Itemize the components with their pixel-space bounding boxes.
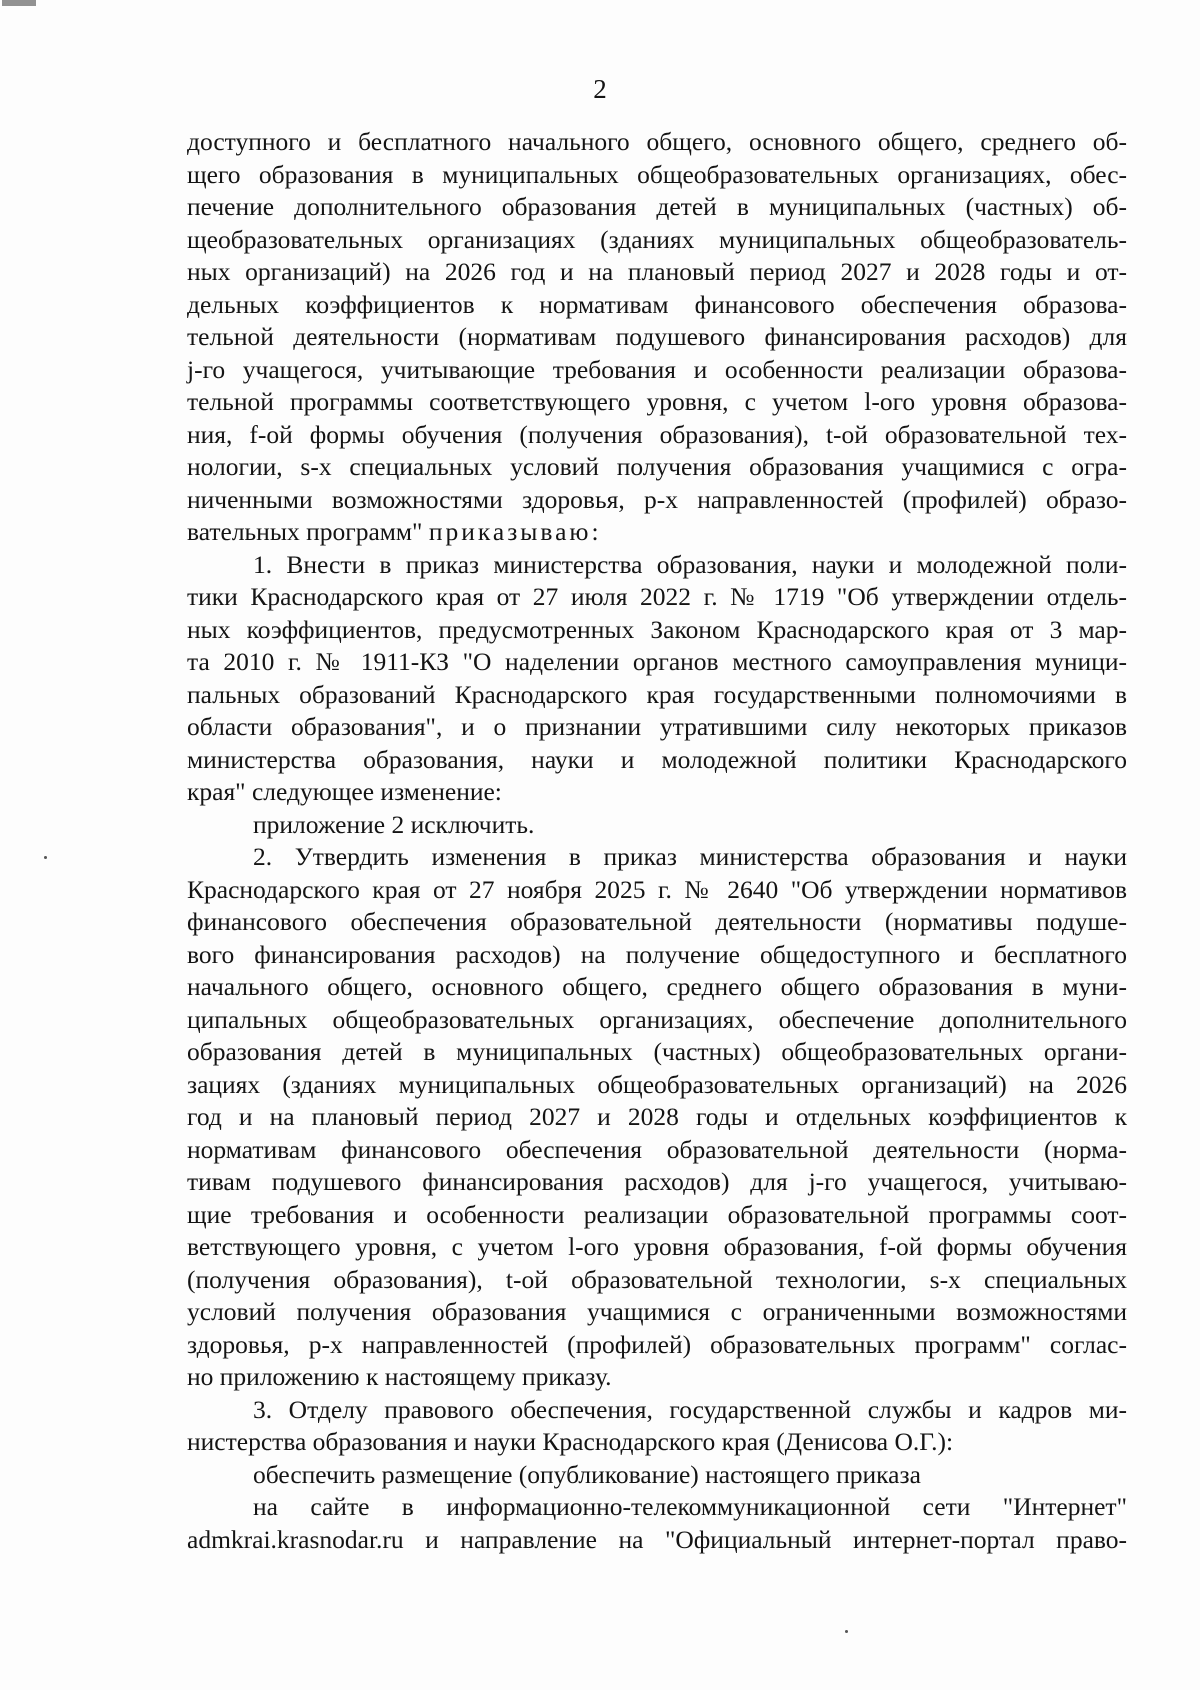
text-line (187, 581, 1127, 614)
text-line-content: ниченными возможностями здоровья, p-х направленностей (профилей) образо- (187, 484, 1127, 514)
text-line-content: дельных коэффициентов к нормативам финансового обеспечения образова- (187, 289, 1127, 319)
page-number: 2 (593, 74, 607, 104)
text-line (187, 1166, 1127, 1199)
text-line (187, 809, 1127, 842)
text-line (187, 484, 1127, 517)
text-line (187, 224, 1127, 257)
text-line-content: условий получения образования учащимися с ограниченными возможностями (187, 1297, 1127, 1326)
text-line (187, 159, 1127, 192)
scan-edge-mark (2, 0, 36, 6)
text-line-content: министерства образования, науки и молодежной политики Краснодарского (187, 744, 1127, 774)
text-line (187, 1491, 1127, 1524)
text-line (187, 1394, 1127, 1427)
text-line-content: ных коэффициентов, предусмотренных Законом Краснодарского края от 3 мар- (187, 614, 1127, 644)
text-line-content: нормативам финансового обеспечения образовательной деятельности (норма- (187, 1134, 1127, 1164)
text-line (187, 874, 1127, 907)
text-line-content: 2. Утвердить изменения в приказ министерства образования и науки (253, 842, 1127, 871)
text-line (187, 1361, 1127, 1394)
text-line (187, 516, 1127, 549)
text-line (187, 1329, 1127, 1362)
text-line (187, 354, 1127, 387)
text-line-content: год и на плановый период 2027 и 2028 годы и отдельных коэффициентов к (187, 1102, 1127, 1131)
text-line-content: щие требования и особенности реализации образовательной программы соот- (187, 1199, 1127, 1229)
text-line (187, 679, 1127, 712)
text-line-content: (получения образования), t-ой образовательной технологии, s-х специальных (187, 1264, 1127, 1294)
text-line (187, 776, 1127, 809)
text-line (187, 841, 1127, 874)
text-line-content: j-го учащегося, учитывающие требования и особенности реализации образова- (187, 354, 1127, 384)
text-line-content: области образования", и о признании утратившими силу некоторых приказов (187, 712, 1127, 741)
text-line (187, 1069, 1127, 1102)
text-line-content: admkrai.krasnodar.ru и направление на "Официальный интернет-портал право- (187, 1524, 1127, 1554)
text-line-content: пальных образований Краснодарского края государственными полномочиями в (187, 679, 1127, 709)
text-line (187, 971, 1127, 1004)
text-line (187, 256, 1127, 289)
text-line-content: нистерства образования и науки Краснодарского края (Денисова О.Г.): (187, 1427, 954, 1456)
text-line-content: 3. Отделу правового обеспечения, государственной службы и кадров ми- (253, 1394, 1127, 1424)
text-line (187, 1459, 1127, 1492)
text-line-content: печение дополнительного образования детей в муниципальных (частных) об- (187, 192, 1127, 221)
text-line (187, 191, 1127, 224)
text-line (187, 1134, 1127, 1167)
text-line (187, 126, 1127, 159)
text-line (187, 386, 1127, 419)
text-line (187, 939, 1127, 972)
text-line-content: обеспечить размещение (опубликование) настоящего приказа (253, 1459, 921, 1489)
text-line (187, 321, 1127, 354)
text-line (187, 1036, 1127, 1069)
text-line (187, 289, 1127, 322)
text-line-content: тивам подушевого финансирования расходов) для j-го учащегося, учитываю- (187, 1167, 1127, 1196)
text-line (187, 1426, 1127, 1459)
text-line (187, 1199, 1127, 1232)
text-line-content: вого финансирования расходов) на получение общедоступного и бесплатного (187, 939, 1127, 969)
text-line-content: ния, f-ой формы обучения (получения образования), t-ой образовательной тех- (187, 419, 1127, 449)
text-line-content: 1. Внести в приказ министерства образования, науки и молодежной поли- (253, 549, 1127, 579)
text-line-content: щеобразовательных организациях (зданиях муниципальных общеобразователь- (187, 224, 1127, 254)
text-line (187, 1524, 1127, 1557)
text-line (187, 614, 1127, 647)
text-line-content: тики Краснодарского края от 27 июля 2022 г. № 1719 "Об утверждении отдель- (187, 582, 1127, 611)
text-line (187, 549, 1127, 582)
text-line (187, 906, 1127, 939)
text-line-tail: : (591, 517, 599, 546)
text-line-content: на сайте в информационно-телекоммуникационной сети "Интернет" (253, 1492, 1127, 1521)
text-line (187, 1296, 1127, 1329)
text-line (187, 419, 1127, 452)
text-line-content: зациях (зданиях муниципальных общеобразовательных организаций) на 2026 (187, 1069, 1127, 1099)
text-line-content: образования детей в муниципальных (частных) общеобразовательных органи- (187, 1037, 1127, 1066)
text-line (187, 1231, 1127, 1264)
text-line-content: доступного и бесплатного начального общего, основного общего, среднего об- (187, 127, 1127, 156)
text-line (187, 711, 1127, 744)
text-line (187, 1004, 1127, 1037)
spaced-keyword: приказываю (428, 517, 592, 546)
scan-speck (44, 856, 47, 859)
text-line (187, 1101, 1127, 1134)
text-line-content: начального общего, основного общего, среднего общего образования в муни- (187, 972, 1127, 1001)
text-line-content: нологии, s-х специальных условий получения образования учащимися с огра- (187, 452, 1127, 481)
text-line-content: тельной деятельности (нормативам подушевого финансирования расходов) для (187, 322, 1127, 351)
text-line-content: ветствующего уровня, с учетом l-ого уровня образования, f-ой формы обучения (187, 1232, 1127, 1261)
text-line-content: ных организаций) на 2026 год и на плановый период 2027 и 2028 годы и от- (187, 257, 1127, 286)
text-line-content: но приложению к настоящему приказу. (187, 1362, 612, 1391)
text-line-content: ципальных общеобразовательных организациях, обеспечение дополнительного (187, 1004, 1127, 1034)
text-line (187, 646, 1127, 679)
text-line (187, 744, 1127, 777)
text-line-content: края" следующее изменение: (187, 777, 502, 806)
text-line-content: та 2010 г. № 1911-КЗ "О наделении органов местного самоуправления муници- (187, 647, 1127, 676)
document-body (187, 126, 1127, 1556)
scan-speck (845, 1630, 848, 1633)
text-line (187, 1264, 1127, 1297)
text-line-content: здоровья, p-х направленностей (профилей) образовательных программ" соглас- (187, 1329, 1127, 1359)
text-line-content: щего образования в муниципальных общеобразовательных организациях, обес- (187, 159, 1127, 189)
text-line-content: приложение 2 исключить. (253, 809, 535, 839)
text-line-content: Краснодарского края от 27 ноября 2025 г. № 2640 "Об утверждении нормативов (187, 874, 1127, 904)
text-line (187, 451, 1127, 484)
text-line-content: вательных программ" (187, 517, 423, 546)
text-line-content: тельной программы соответствующего уровня, с учетом l-ого уровня образова- (187, 387, 1127, 416)
text-line-content: финансового обеспечения образовательной деятельности (нормативы подуше- (187, 907, 1127, 936)
